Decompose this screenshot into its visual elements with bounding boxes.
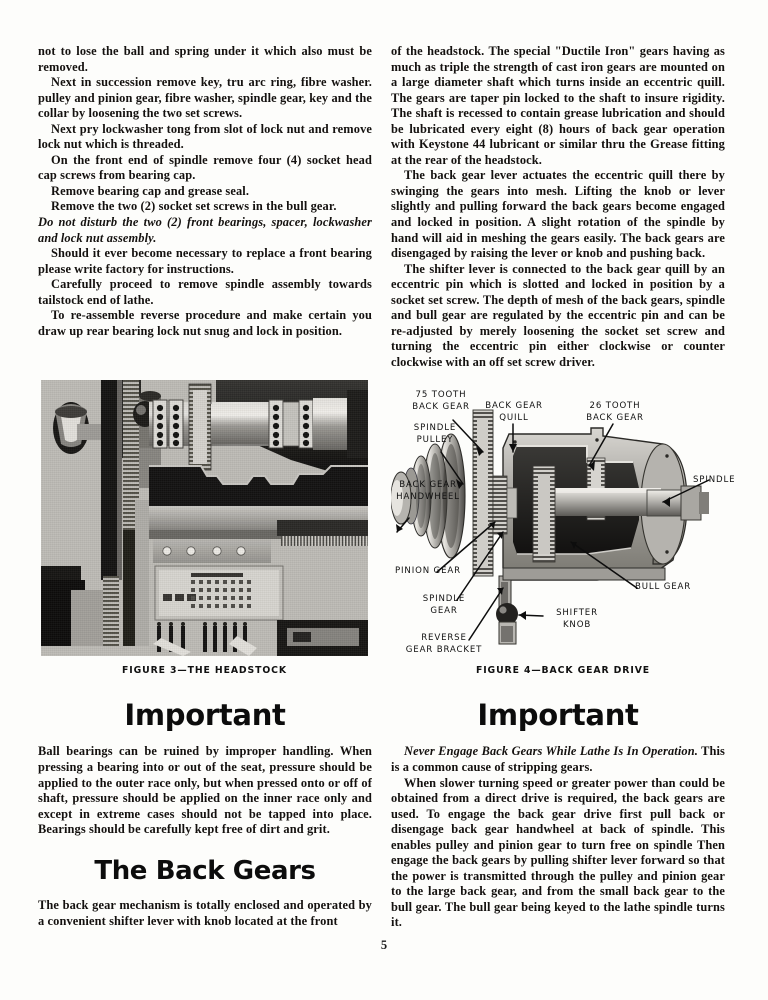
paragraph: Should it ever become necessary to replace a front bearing please write factory for instructions. bbox=[38, 246, 372, 276]
important-lead-italic: Never Engage Back Gears While Lathe Is In Operation. bbox=[404, 744, 698, 759]
paragraph: Remove the two (2) socket set screws in the bull gear. bbox=[51, 199, 337, 214]
paragraph: On the front end of spindle remove four (4) socket head cap screws from bearing cap. bbox=[38, 152, 372, 183]
right-column bbox=[391, 44, 725, 370]
callout-shifter-knob: SHIFTER KNOB bbox=[556, 608, 598, 630]
figure-3-headstock-photo bbox=[41, 380, 368, 656]
important-lead-right bbox=[391, 744, 725, 775]
figure-4-back-gear-drive bbox=[391, 392, 735, 662]
important-body-right: When slower turning speed or greater power than could be obtained from a direct drive is required, the back gears are used. To engage the back gear drive first pull back or disengage back gear handwheel at back of spindle. This enables pulley and pinion gear to turn free on spindle Then engage the back gears by pulling shifter lever forward so that the power is transmitted through the pulley and pinion gear to the large back gear, and from the small back gear to the bull gear. The bull gear being keyed to the lathe spindle turns it. bbox=[391, 775, 725, 930]
callout-pinion-gear: PINION GEAR bbox=[395, 566, 461, 576]
paragraph: To re-assemble reverse procedure and make certain you draw up rear bearing lock nut snug and lock in position. bbox=[38, 308, 372, 338]
callout-bull-gear: BULL GEAR bbox=[635, 582, 692, 592]
callout-spindle-pulley: SPINDLE PULLEY bbox=[413, 423, 457, 445]
important-heading-left: Important bbox=[124, 698, 286, 732]
callout-spindle-gear: SPINDLE GEAR bbox=[422, 594, 466, 616]
paragraph: of the headstock. The special "Ductile Iron" gears having as much as triple the strength of cast iron gears are mounted on a large diameter shaft which turns inside an eccentric quill. The gears are taper pin locked to the shaft to insure rigidity. The shaft is recessed to contain grease lubrication and should be lubricated every eight (8) hours of back gear operation with Keystone 44 lubricant or similar thru the Grease fitting at the rear of the headstock. bbox=[391, 44, 725, 167]
callout-reverse-gear-bracket: REVERSE GEAR BRACKET bbox=[405, 633, 483, 655]
paragraph-italic-warning: Do not disturb the two (2) front bearings, spacer, lockwasher and lock nut assembly. bbox=[38, 215, 372, 245]
paragraph: Next in succession remove key, tru arc ring, fibre washer. pulley and pinion gear, fibre washer, spindle gear, key and the collar by loosening the two set screws. bbox=[38, 75, 372, 121]
paragraph: The back gear lever actuates the eccentric quill there by swinging the gears into mesh. Lifting the knob or lever slightly and pulling forward the back gears become engaged and locked in position. A slight rotation of the spindle by hand will aid in meshing the gears easily. The back gears are disengaged by raising the lever or knob and pushing back. bbox=[391, 168, 725, 261]
callout-back-gear-quill: BACK GEAR QUILL bbox=[485, 401, 543, 423]
paragraph: Carefully proceed to remove spindle assembly towards tailstock end of lathe. bbox=[38, 277, 372, 307]
paragraph: Remove bearing cap and grease seal. bbox=[51, 183, 250, 198]
important-heading-right: Important bbox=[477, 698, 639, 732]
figure-3-caption: FIGURE 3—THE HEADSTOCK bbox=[121, 665, 288, 676]
paragraph: not to lose the ball and spring under it which also must be removed. bbox=[38, 44, 372, 74]
back-gears-body: The back gear mechanism is totally enclosed and operated by a convenient shifter lever with knob located at the front bbox=[38, 898, 372, 928]
figure-4-caption: FIGURE 4—BACK GEAR DRIVE bbox=[475, 665, 651, 676]
figure-4-caption-wrap bbox=[391, 665, 735, 676]
callout-back-gear-handwheel: BACK GEAR HANDWHEEL bbox=[396, 480, 460, 502]
left-important-section bbox=[38, 700, 372, 929]
callout-spindle: SPINDLE bbox=[693, 475, 736, 485]
paragraph: Next pry lockwasher tong from slot of lock nut and remove lock nut which is threaded. bbox=[38, 121, 372, 152]
left-column bbox=[38, 44, 372, 339]
important-body-left: Ball bearings can be ruined by improper handling. When pressing a bearing into or out of the seat, pressure should be applied to the outer race only, but when pressed onto or off of shaft, pressure should be applied on the inner race only and except in extreme cases should not be tapped into place. Bearings should be carefully kept free of dirt and grit. bbox=[38, 744, 372, 837]
callout-26-tooth-back-gear: 26 TOOTH BACK GEAR bbox=[586, 401, 644, 423]
paragraph: The shifter lever is connected to the back gear quill by an eccentric pin which is slotted and locked in position by a socket set screw. The depth of mesh of the back gears, spindle and bull gear are regulated by the eccentric pin and can be re-adjusted by merely loosening the socket set screw and turning the eccentric pin either clockwise or counter clockwise with an off set screw driver. bbox=[391, 261, 725, 369]
callout-75-tooth-back-gear: 75 TOOTH BACK GEAR bbox=[412, 390, 470, 412]
right-important-section bbox=[391, 700, 725, 931]
photo-canvas bbox=[41, 380, 368, 656]
back-gears-heading: The Back Gears bbox=[94, 855, 316, 886]
figure-3-caption-wrap bbox=[41, 665, 368, 676]
page-number: 5 bbox=[380, 938, 388, 952]
headstock-cutaway-illustration bbox=[41, 380, 368, 656]
important-lead-rest: This is a common cause of stripping gears. bbox=[391, 744, 725, 774]
